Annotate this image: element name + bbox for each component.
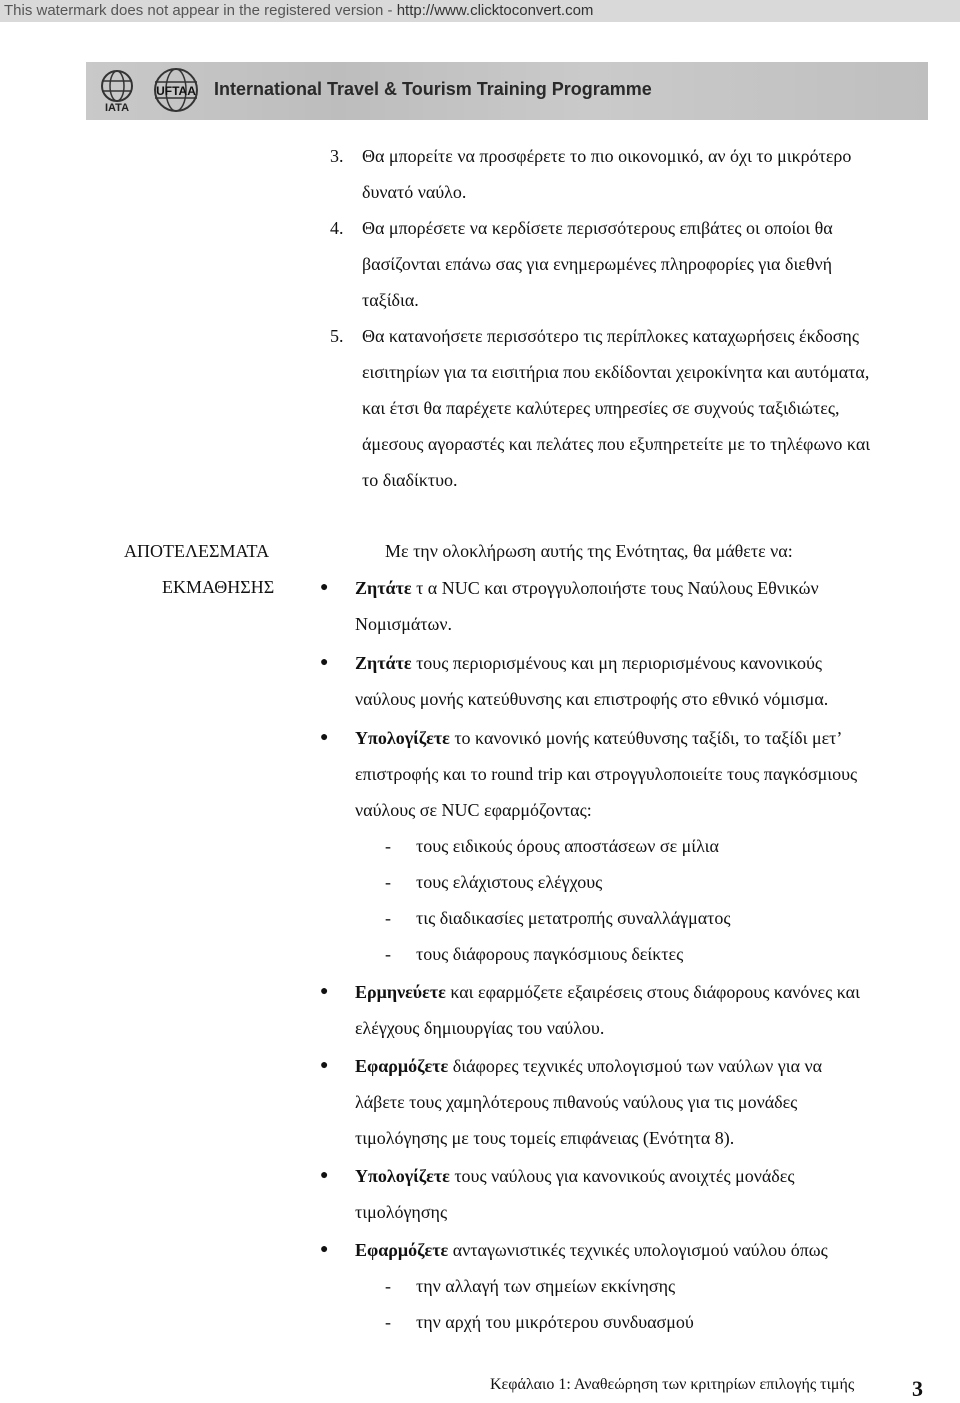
outcomes-intro: Με την ολοκλήρωση αυτής της Ενότητας, θα μάθετε να: bbox=[385, 541, 793, 561]
bullet-dot: ● bbox=[320, 1058, 329, 1073]
uftaa-label: UFTAA bbox=[156, 84, 196, 98]
bullet-line: Ερμηνεύετε και εφαρμόζετε εξαιρέσεις στους διάφορους κανόνες και bbox=[355, 982, 860, 1002]
bullet-line: ελέγχους δημιουργίας του ναύλου. bbox=[355, 1018, 605, 1038]
bullet-line: τιμολόγησης bbox=[355, 1202, 448, 1222]
bullet-line: Εφαρμόζετε ανταγωνιστικές τεχνικές υπολογισμού ναύλου όπως bbox=[355, 1240, 828, 1260]
list-line: βασίζονται επάνω σας για ενημερωμένες πληροφορίες για διεθνή bbox=[362, 254, 833, 274]
bullet-dot: ● bbox=[320, 655, 329, 670]
iata-label: IATA bbox=[104, 102, 130, 112]
list-line: ταξίδια. bbox=[362, 290, 419, 310]
list-number: 4. bbox=[330, 218, 344, 238]
watermark-bar bbox=[0, 0, 960, 22]
section-label-line1: ΑΠΟΤΕΛΕΣΜΑΤΑ bbox=[124, 541, 270, 561]
bullet-line: ναύλους σε NUC εφαρμόζοντας: bbox=[355, 800, 592, 820]
bullet-line: Υπολογίζετε τους ναύλους για κανονικούς ανοιχτές μονάδες bbox=[355, 1166, 795, 1186]
sub-item: τους διάφορους παγκόσμιους δείκτες bbox=[416, 944, 684, 964]
list-line: Θα μπορέσετε να κερδίσετε περισσότερους επιβάτες οι οποίοι θα bbox=[362, 218, 833, 238]
sub-item: τους ειδικούς όρους αποστάσεων σε μίλια bbox=[416, 836, 719, 856]
uftaa-globe-icon bbox=[148, 66, 204, 114]
sub-dash: - bbox=[385, 908, 391, 928]
list-number: 5. bbox=[330, 326, 344, 346]
bullet-verb: Ερμηνεύετε bbox=[355, 982, 446, 1002]
list-line: και έτσι θα παρέχετε καλύτερες υπηρεσίες σε συχνούς ταξιδιώτες, bbox=[362, 398, 840, 418]
bullet-verb: Υπολογίζετε bbox=[355, 1166, 450, 1186]
bullet-line: Υπολογίζετε το κανονικό μονής κατεύθυνσης ταξίδι, το ταξίδι μετ’ bbox=[355, 728, 843, 748]
bullet-dot: ● bbox=[320, 1168, 329, 1183]
bullet-line: Νομισμάτων. bbox=[355, 614, 452, 634]
sub-item: τους ελάχιστους ελέγχους bbox=[416, 872, 603, 892]
iata-globe-icon bbox=[94, 68, 140, 112]
sub-item: τις διαδικασίες μετατροπής συναλλάγματος bbox=[416, 908, 731, 928]
bullet-dot: ● bbox=[320, 1242, 329, 1257]
bullet-dot: ● bbox=[320, 580, 329, 595]
bullet-line: Ζητάτε τ α NUC και στρογγυλοποιήστε τους Ναύλους Εθνικών bbox=[355, 578, 819, 598]
sub-dash: - bbox=[385, 944, 391, 964]
list-line: Θα μπορείτε να προσφέρετε το πιο οικονομικό, αν όχι το μικρότερο bbox=[362, 146, 852, 166]
sub-dash: - bbox=[385, 836, 391, 856]
list-line: εισιτηρίων για τα εισιτήρια που εκδίδονται χειροκίνητα και αυτόματα, bbox=[362, 362, 870, 382]
bullet-line: τιμολόγησης με τους τομείς επιφάνειας (Ενότητα 8). bbox=[355, 1128, 735, 1148]
sub-item: την αρχή του μικρότερου συνδυασμού bbox=[416, 1312, 694, 1332]
bullet-line: επιστροφής και το round trip και στρογγυλοποιείτε τους παγκόσμιους bbox=[355, 764, 858, 784]
bullet-verb: Ζητάτε bbox=[355, 578, 412, 598]
watermark-link[interactable]: http://www.clicktoconvert.com bbox=[396, 2, 594, 19]
list-line: το διαδίκτυο. bbox=[362, 470, 458, 490]
page-number: 3 bbox=[912, 1376, 923, 1401]
sub-dash: - bbox=[385, 1276, 391, 1296]
sub-dash: - bbox=[385, 1312, 391, 1332]
list-line: Θα κατανοήσετε περισσότερο τις περίπλοκες καταχωρήσεις έκδοσης bbox=[362, 326, 859, 346]
list-number: 3. bbox=[330, 146, 344, 166]
page-footer: Κεφάλαιο 1: Αναθεώρηση των κριτηρίων επιλογής τιμής bbox=[490, 1376, 855, 1393]
header-banner bbox=[86, 62, 928, 120]
bullet-verb: Ζητάτε bbox=[355, 653, 412, 673]
bullet-verb: Εφαρμόζετε bbox=[355, 1240, 449, 1260]
sub-dash: - bbox=[385, 872, 391, 892]
bullet-verb: Υπολογίζετε bbox=[355, 728, 450, 748]
watermark-text: This watermark does not appear in the registered version - bbox=[4, 2, 397, 19]
list-line: δυνατό ναύλο. bbox=[362, 182, 467, 202]
list-line: άμεσους αγοραστές και πελάτες που εξυπηρετείτε με το τηλέφωνο και bbox=[362, 434, 871, 454]
bullet-line: ναύλους μονής κατεύθυνσης και επιστροφής στο εθνικό νόμισμα. bbox=[355, 689, 829, 709]
section-label-line2: ΕΚΜΑΘΗΣΗΣ bbox=[162, 577, 275, 597]
bullet-dot: ● bbox=[320, 730, 329, 745]
bullet-line: Εφαρμόζετε διάφορες τεχνικές υπολογισμού των ναύλων για να bbox=[355, 1056, 823, 1076]
sub-item: την αλλαγή των σημείων εκκίνησης bbox=[416, 1276, 676, 1296]
bullet-line: Ζητάτε τους περιορισμένους και μη περιορισμένους κανονικούς bbox=[355, 653, 823, 673]
bullet-line: λάβετε τους χαμηλότερους πιθανούς ναύλους για τις μονάδες bbox=[355, 1092, 798, 1112]
bullet-dot: ● bbox=[320, 984, 329, 999]
bullet-verb: Εφαρμόζετε bbox=[355, 1056, 449, 1076]
banner-title: International Travel & Tourism Training Programme bbox=[214, 79, 652, 99]
